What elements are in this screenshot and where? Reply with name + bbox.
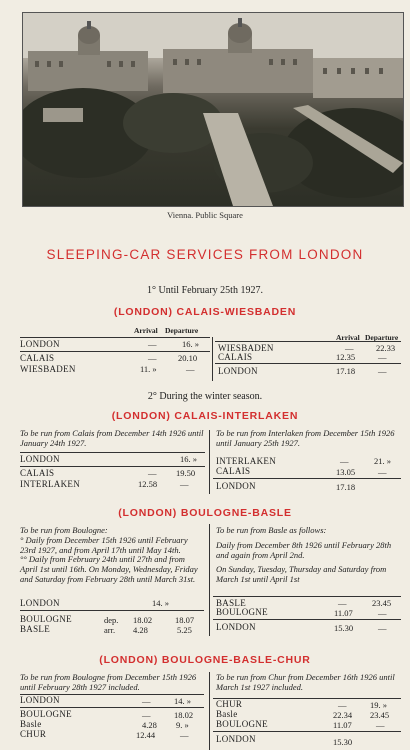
s1-left-arr-2: 11. »	[140, 364, 157, 374]
s3-left-london-v1: 14. »	[152, 598, 169, 608]
s2-left-dep-1: 19.50	[176, 468, 196, 478]
s2-left-arr-2: 12.58	[138, 479, 158, 489]
s1-right-dep-1: —	[378, 352, 387, 362]
s3-right-arr-2: 15.30	[334, 623, 354, 633]
s3-right-stn-1: BOULOGNE	[216, 607, 268, 617]
s4-right-col	[216, 673, 401, 693]
s4-left-dep-0: 14. »	[174, 696, 191, 706]
s3-left-rule	[20, 610, 204, 611]
s4-left-dep-1: 18.02	[174, 710, 194, 720]
s1-right-dep-0: 22.33	[376, 343, 396, 353]
s1-left-hdr-departure: Departure	[165, 326, 199, 335]
s1-left-dep-0: 16. »	[182, 339, 199, 349]
s4-route-title: (LONDON) BOULOGNE-BASLE-CHUR	[99, 654, 311, 666]
s4-right-stn-1: Basle	[216, 709, 238, 719]
s4-left-arr-2: 4.28	[142, 720, 157, 730]
s3-left-p2: °° Daily from February 24th until 27th and from April 1st until 16th. On Monday, Wednesday, Friday and Saturday from February 28th until March 31st.	[20, 554, 198, 584]
s2-right-rule	[213, 478, 401, 479]
s2-right-arr-2: 17.18	[336, 482, 356, 492]
s2-left-arr-1: —	[148, 468, 157, 478]
s3-right-arr-0: —	[338, 598, 347, 608]
s4-right-arr-2: 11.07	[333, 720, 352, 730]
s4-divider	[209, 672, 210, 750]
s3-left-v2-1: 5.25	[177, 625, 192, 635]
s2-left-col	[20, 429, 205, 449]
s1-right-hdr-departure: Departure	[365, 333, 399, 342]
s1-route-title: (LONDON) CALAIS-WIESBADEN	[113, 306, 297, 318]
s3-right-stn-0: BASLE	[216, 598, 247, 608]
s2-left-intro: To be run from Calais from December 14th 1926 until January 24th 1927.	[20, 428, 204, 448]
s4-right-arr-1: 22.34	[333, 710, 353, 720]
s4-right-stn-3: LONDON	[216, 734, 256, 744]
s4-right-arr-0: —	[338, 700, 347, 710]
s3-divider	[209, 524, 210, 636]
s4-left-stn-3: CHUR	[20, 729, 47, 739]
s2-right-intro: To be run from Interlaken from December 15th 1926 until January 25th 1927.	[216, 428, 395, 448]
s1-left-rule-top	[20, 337, 210, 338]
s2-right-col	[216, 429, 401, 449]
s3-left-p1: ° Daily from December 15th 1926 until February 23rd 1927, and from April 17th until May 14th.	[20, 534, 188, 555]
s2-right-stn-1: CALAIS	[216, 466, 251, 476]
s4-right-stn-2: BOULOGNE	[216, 719, 268, 729]
s1-right-stn-0: WIESBADEN	[218, 343, 274, 353]
s4-right-dep-0: 19. »	[370, 700, 387, 710]
s4-left-dep-2: 9. »	[176, 720, 189, 730]
s2-note: 2° During the winter season.	[147, 391, 263, 402]
s2-right-dep-0: 21. »	[374, 456, 391, 466]
s1-right-stn-1: CALAIS	[218, 352, 253, 362]
s1-left-hdr-arrival: Arrival	[134, 326, 158, 335]
s4-right-stn-0: CHUR	[216, 699, 243, 709]
s1-left-stn-2: WIESBADEN	[20, 364, 76, 374]
s3-right-col	[216, 526, 401, 585]
s2-left-rule-top	[20, 452, 205, 453]
s4-left-intro: To be run from Boulogne from December 15th 1926 until February 28th 1927 included.	[20, 672, 197, 692]
s4-right-dep-2: —	[376, 720, 385, 730]
s2-left-stn-1: CALAIS	[20, 468, 55, 478]
s4-left-arr-1: —	[142, 710, 151, 720]
s3-right-rule-top	[213, 596, 401, 597]
s3-left-stn-london: LONDON	[20, 598, 60, 608]
s2-left-dep-2: —	[180, 479, 189, 489]
s4-left-col	[20, 673, 204, 693]
s2-right-arr-1: 13.05	[336, 467, 356, 477]
s1-right-stn-2: LONDON	[218, 366, 258, 376]
s2-right-dep-1: —	[378, 467, 387, 477]
s3-left-v2-0: 18.07	[175, 615, 195, 625]
s1-left-stn-1: CALAIS	[20, 353, 55, 363]
s3-left-stn-1: BASLE	[20, 624, 51, 634]
s1-divider	[212, 337, 213, 381]
s4-left-rule	[20, 707, 204, 708]
s4-left-stn-0: LONDON	[20, 695, 60, 705]
s2-left-stn-0: LONDON	[20, 454, 60, 464]
s2-right-stn-0: INTERLAKEN	[216, 456, 276, 466]
s3-right-dep-1: —	[378, 608, 387, 618]
s1-right-arr-2: 17.18	[336, 366, 356, 376]
s1-left-arr-0: —	[148, 339, 157, 349]
s3-right-rule	[213, 619, 401, 620]
s3-right-arr-1: 11.07	[334, 608, 353, 618]
s4-right-arr-3: 15.30	[333, 737, 353, 747]
s1-right-dep-2: —	[378, 366, 387, 376]
s1-right-arr-0: —	[345, 343, 354, 353]
s3-right-p1: Daily from December 8th 1926 until February 28th and again from April 2nd.	[216, 539, 392, 560]
s3-right-dep-2: —	[378, 623, 387, 633]
s4-left-arr-0: —	[142, 696, 151, 706]
s3-right-stn-2: LONDON	[216, 622, 256, 632]
s3-route-title: (LONDON) BOULOGNE-BASLE	[118, 507, 292, 519]
s1-right-arr-1: 12.35	[336, 352, 356, 362]
s4-right-intro: To be run from Chur from December 16th 1926 until March 1st 1927 included.	[216, 672, 395, 692]
s1-left-dep-2: —	[186, 364, 195, 374]
s1-right-hdr-arrival: Arrival	[336, 333, 360, 342]
s1-right-rule-top	[215, 341, 401, 342]
s3-right-p2: On Sunday, Tuesday, Thursday and Saturday from March 1st until April 1st	[216, 564, 387, 585]
s2-left-rule	[20, 466, 205, 467]
s4-right-rule	[213, 731, 401, 732]
s3-left-col	[20, 526, 204, 585]
vienna-photo	[22, 12, 404, 207]
s2-right-arr-0: —	[340, 456, 349, 466]
s3-left-mark-1: arr.	[104, 625, 116, 635]
s1-left-dep-1: 20.10	[178, 353, 198, 363]
s3-left-intro: To be run from Boulogne:	[20, 525, 108, 535]
s2-right-stn-2: LONDON	[216, 481, 256, 491]
s1-right-rule	[215, 363, 401, 364]
s4-left-arr-3: 12.44	[136, 730, 156, 740]
s3-left-v1-1: 4.28	[133, 625, 148, 635]
s1-left-arr-1: —	[148, 353, 157, 363]
s4-left-stn-2: Basle	[20, 719, 42, 729]
s4-right-dep-1: 23.45	[370, 710, 390, 720]
s1-left-rule	[20, 351, 210, 352]
s3-right-dep-0: 23.45	[372, 598, 392, 608]
s2-divider	[209, 430, 210, 494]
s1-left-stn-0: LONDON	[20, 339, 60, 349]
page-title: SLEEPING-CAR SERVICES FROM LONDON	[46, 247, 364, 262]
s3-left-stn-0: BOULOGNE	[20, 614, 72, 624]
s1-note: 1° Until February 25th 1927.	[147, 285, 263, 296]
s4-left-stn-1: BOULOGNE	[20, 709, 72, 719]
s2-route-title: (LONDON) CALAIS-INTERLAKEN	[111, 410, 299, 422]
s3-left-v1-0: 18.02	[133, 615, 153, 625]
s3-right-intro: To be run from Basle as follows:	[216, 525, 327, 535]
s2-left-stn-2: INTERLAKEN	[20, 479, 80, 489]
s4-left-dep-3: —	[180, 730, 189, 740]
s2-left-dep-0: 16. »	[180, 454, 197, 464]
photo-caption: Vienna. Public Square	[167, 210, 243, 220]
s3-left-mark-0: dep.	[104, 615, 119, 625]
